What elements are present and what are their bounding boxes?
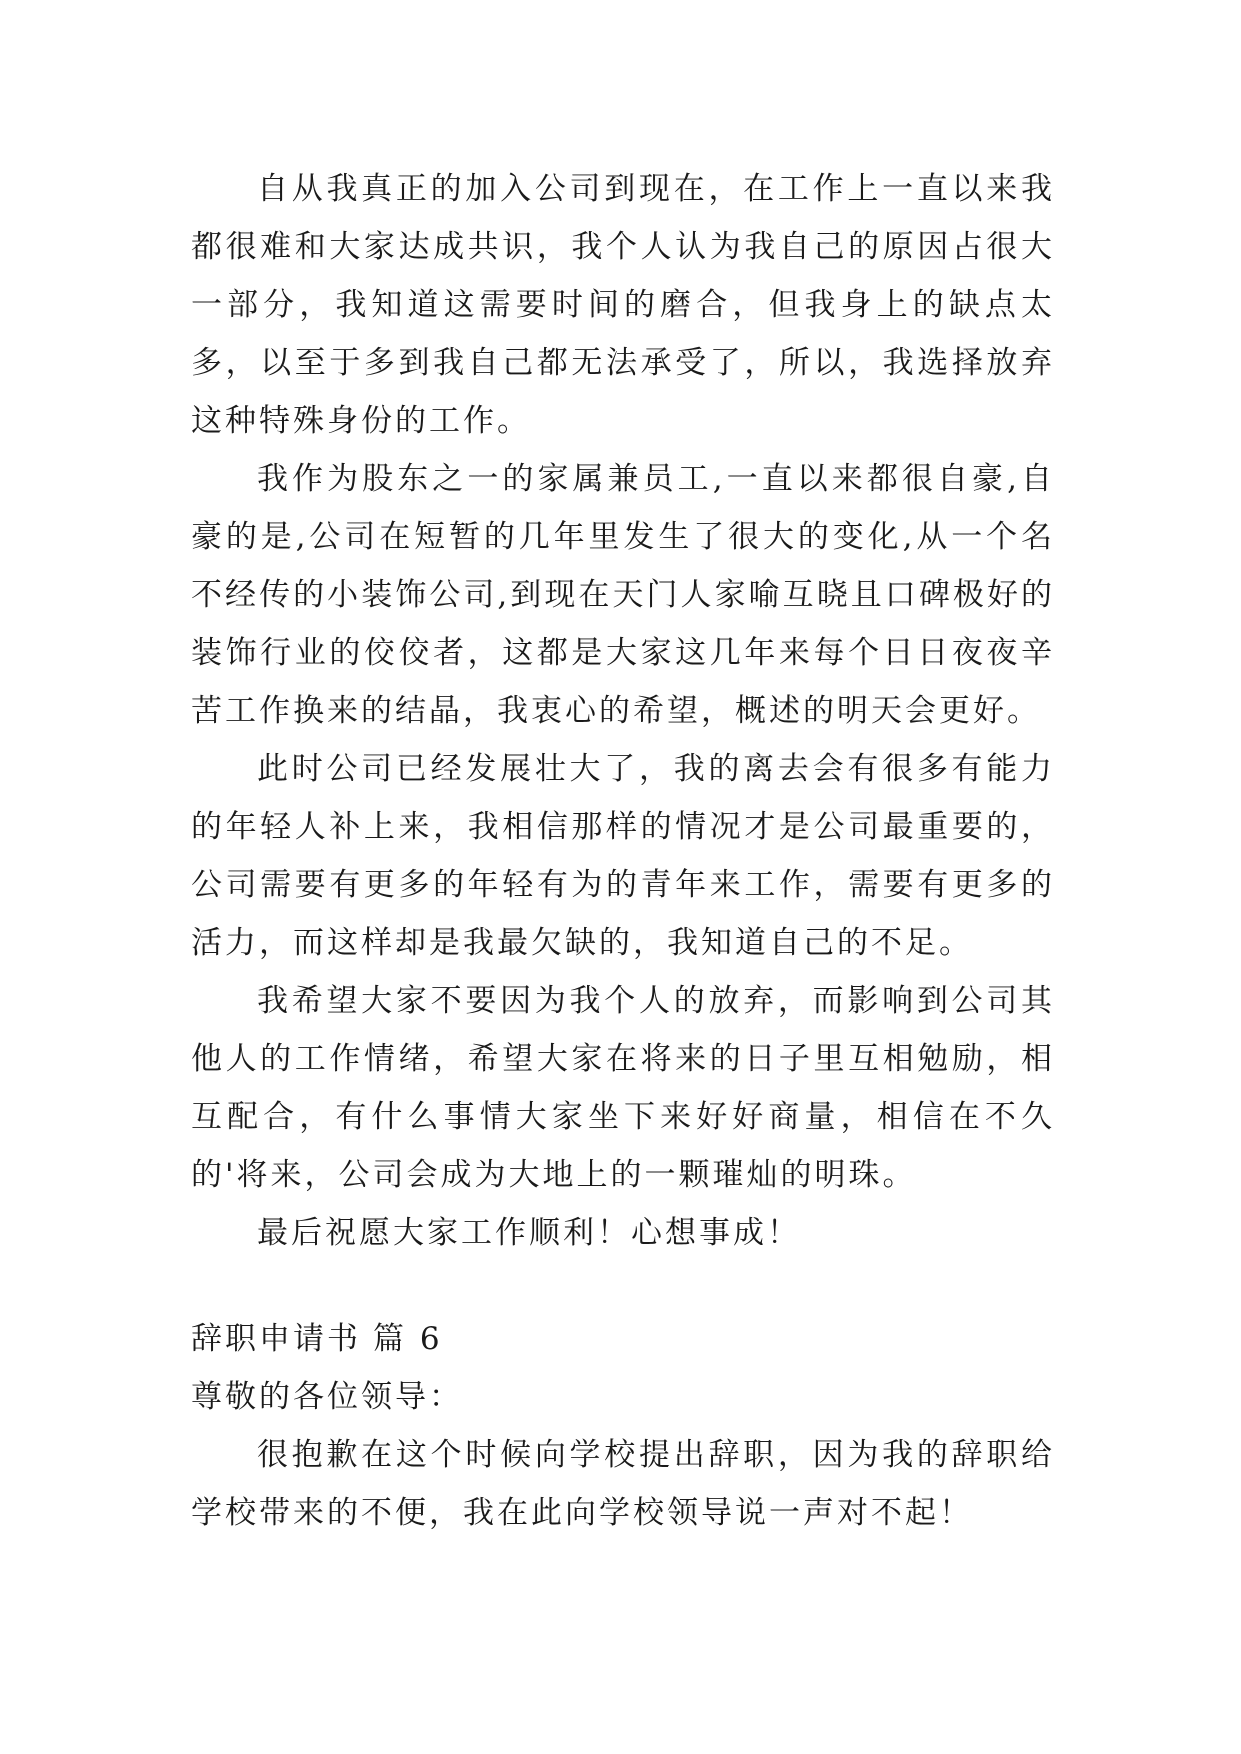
paragraph-1: 自从我真正的加入公司到现在，在工作上一直以来我都很难和大家达成共识，我个人认为我自己的原因占很大一部分，我知道这需要时间的磨合，但我身上的缺点太多，以至于多到我自己都无法承受了，所以，我选择放弃这种特殊身份的工作。 xyxy=(191,171,1055,439)
paragraph-5: 最后祝愿大家工作顺利！心想事成！ xyxy=(257,1215,801,1251)
paragraph-4: 我希望大家不要因为我个人的放弃，而影响到公司其他人的工作情绪，希望大家在将来的日子里互相勉励，相互配合，有什么事情大家坐下来好好商量，相信在不久的'将来，公司会成为大地上的一颗璀灿的明珠。 xyxy=(191,983,1055,1193)
section-gap xyxy=(191,1262,1055,1310)
section-heading xyxy=(191,1310,1055,1368)
paragraph-2: 我作为股东之一的家属兼员工,一直以来都很自豪,自豪的是,公司在短暂的几年里发生了很大的变化,从一个名不经传的小装饰公司,到现在天门人家喻互晓且口碑极好的装饰行业的佼佼者，这都是大家这几年来每个日日夜夜辛苦工作换来的结晶，我衷心的希望，概述的明天会更好。 xyxy=(191,461,1055,729)
paragraph-3: 此时公司已经发展壮大了，我的离去会有很多有能力的年轻人补上来，我相信那样的情况才是公司最重要的，公司需要有更多的年轻有为的青年来工作，需要有更多的活力，而这样却是我最欠缺的，我知道自己的不足。 xyxy=(191,751,1055,961)
paragraph-6: 很抱歉在这个时候向学校提出辞职，因为我的辞职给学校带来的不便，我在此向学校领导说一声对不起！ xyxy=(191,1437,1055,1531)
salutation: 尊敬的各位领导： xyxy=(191,1379,463,1415)
section-number: 篇 6 xyxy=(373,1321,443,1357)
section-title: 辞职申请书 xyxy=(191,1321,361,1357)
document-body xyxy=(191,160,1055,1542)
